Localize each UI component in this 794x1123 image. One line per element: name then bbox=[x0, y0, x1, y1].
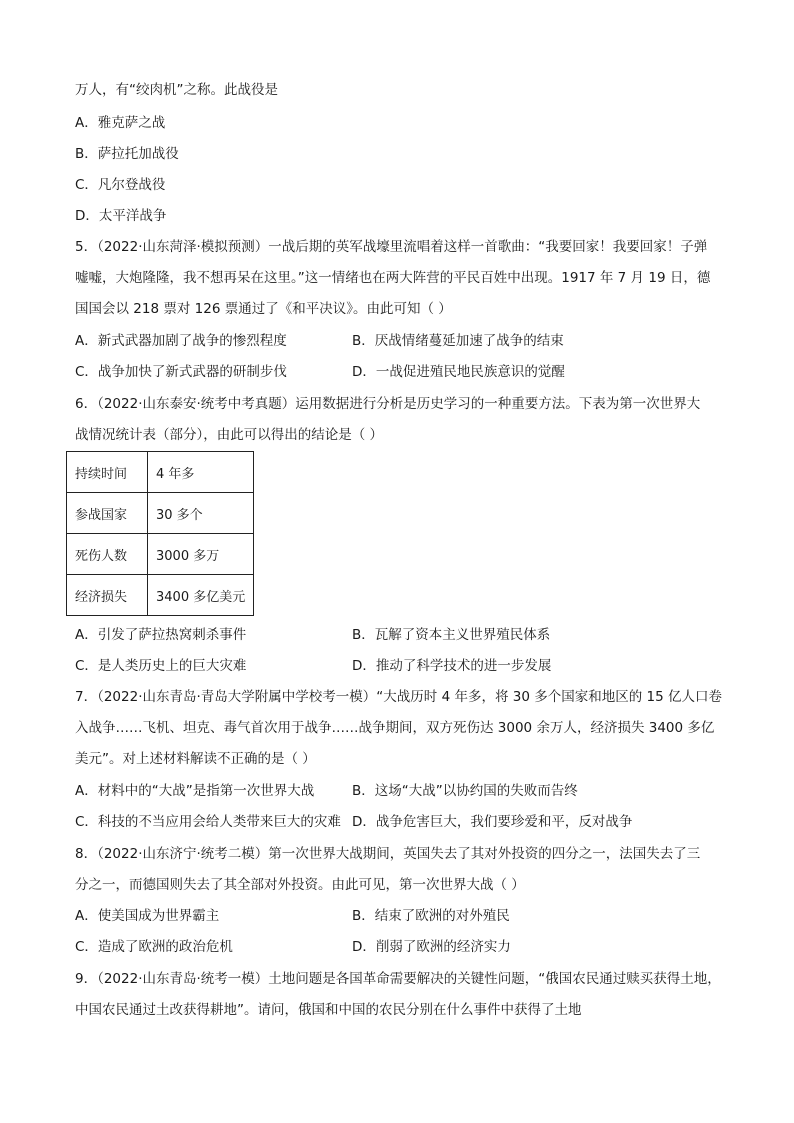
q5-option-d: D．一战促进殖民地民族意识的觉醒 bbox=[352, 364, 565, 380]
q5-stem-line-2: 嘘嘘，大炮隆隆，我不想再呆在这里。”这一情绪也在两大阵营的平民百姓中出现。1917 年 7 月 19 日，德 bbox=[75, 270, 711, 286]
q4-option-c: C．凡尔登战役 bbox=[75, 177, 166, 193]
q7-option-d: D．战争危害巨大，我们要珍爱和平，反对战争 bbox=[352, 814, 633, 830]
table-cell-value: 3000 多万 bbox=[148, 534, 254, 575]
q9-stem-line-1: 9．（2022·山东青岛·统考一模）土地问题是各国革命需要解决的关键性问题，“俄国农民通过赎买获得土地， bbox=[75, 971, 721, 987]
table-row bbox=[67, 452, 254, 493]
q6-option-b: B．瓦解了资本主义世界殖民体系 bbox=[352, 627, 551, 643]
q6-stem-line-1: 6．（2022·山东泰安·统考中考真题）运用数据进行分析是历史学习的一种重要方法。下表为第一次世界大 bbox=[75, 396, 701, 412]
q7-option-c: C．科技的不当应用会给人类带来巨大的灾难 bbox=[75, 814, 341, 830]
q4-stem-tail: 万人，有“绞肉机”之称。此战役是 bbox=[75, 82, 278, 98]
table-row bbox=[67, 534, 254, 575]
table-cell-label: 死伤人数 bbox=[67, 534, 148, 575]
q4-option-d: D．太平洋战争 bbox=[75, 208, 167, 224]
table-cell-label: 参战国家 bbox=[67, 493, 148, 534]
table-row bbox=[67, 493, 254, 534]
ww1-stats-table bbox=[66, 451, 254, 616]
q8-option-a: A．使美国成为世界霸主 bbox=[75, 908, 220, 924]
q7-option-b: B．这场“大战”以协约国的失败而告终 bbox=[352, 783, 578, 799]
q6-stem-line-2: 战情况统计表（部分），由此可以得出的结论是（ ） bbox=[75, 427, 384, 443]
q7-stem-line-3: 美元”。对上述材料解读不正确的是（ ） bbox=[75, 751, 316, 767]
q6-option-a: A．引发了萨拉热窝刺杀事件 bbox=[75, 627, 247, 643]
q7-stem-line-1: 7．（2022·山东青岛·青岛大学附属中学校考一模）“大战历时 4 年多，将 30 多个国家和地区的 15 亿人口卷 bbox=[75, 689, 722, 705]
q8-option-b: B．结束了欧洲的对外殖民 bbox=[352, 908, 510, 924]
q8-stem-line-2: 分之一，而德国则失去了其全部对外投资。由此可见，第一次世界大战（ ） bbox=[75, 877, 525, 893]
q6-option-d: D．推动了科学技术的进一步发展 bbox=[352, 658, 552, 674]
q4-option-b: B．萨拉托加战役 bbox=[75, 146, 179, 162]
table-cell-label: 经济损失 bbox=[67, 575, 148, 616]
q5-stem-line-1: 5．（2022·山东菏泽·模拟预测）一战后期的英军战壕里流唱着这样一首歌曲：“我要回家！我要回家！子弹 bbox=[75, 239, 708, 255]
table-cell-value: 30 多个 bbox=[148, 493, 254, 534]
q5-option-a: A．新式武器加剧了战争的惨烈程度 bbox=[75, 333, 287, 349]
q5-option-b: B．厌战情绪蔓延加速了战争的结束 bbox=[352, 333, 564, 349]
q8-option-d: D．削弱了欧洲的经济实力 bbox=[352, 939, 511, 955]
q7-stem-line-2: 入战争……飞机、坦克、毒气首次用于战争……战争期间，双方死伤达 3000 余万人，经济损失 3400 多亿 bbox=[75, 720, 715, 736]
q5-stem-line-3: 国国会以 218 票对 126 票通过了《和平决议》。由此可知（ ） bbox=[75, 301, 452, 317]
q8-option-c: C．造成了欧洲的政治危机 bbox=[75, 939, 233, 955]
q6-option-c: C．是人类历史上的巨大灾难 bbox=[75, 658, 247, 674]
q9-stem-line-2: 中国农民通过土改获得耕地”。请问，俄国和中国的农民分别在什么事件中获得了土地 bbox=[75, 1002, 582, 1018]
q8-stem-line-1: 8．（2022·山东济宁·统考二模）第一次世界大战期间，英国失去了其对外投资的四分之一，法国失去了三 bbox=[75, 846, 701, 862]
q4-option-a: A．雅克萨之战 bbox=[75, 115, 166, 131]
table-row bbox=[67, 575, 254, 616]
table-cell-label: 持续时间 bbox=[67, 452, 148, 493]
q7-option-a: A．材料中的“大战”是指第一次世界大战 bbox=[75, 783, 315, 799]
q5-option-c: C．战争加快了新式武器的研制步伐 bbox=[75, 364, 287, 380]
table-cell-value: 4 年多 bbox=[148, 452, 254, 493]
table-cell-value: 3400 多亿美元 bbox=[148, 575, 254, 616]
